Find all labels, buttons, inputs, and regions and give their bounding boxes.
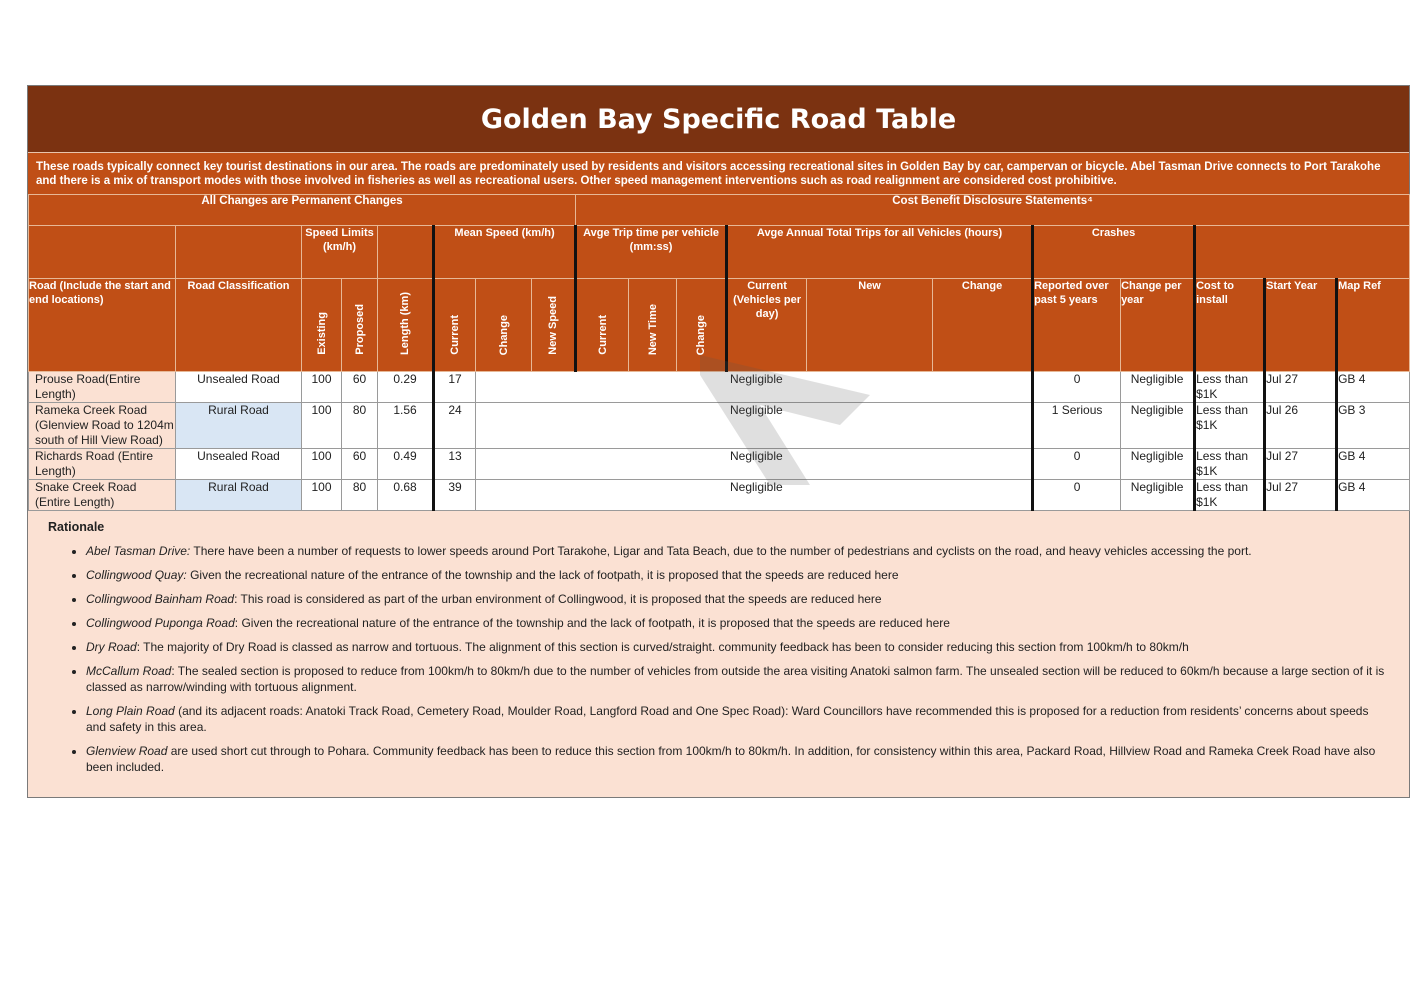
band-mean-speed: Mean Speed (km/h) xyxy=(434,226,576,279)
row-map-ref: GB 4 xyxy=(1337,372,1410,403)
col-proposed: Proposed xyxy=(342,279,378,372)
col-trip-new-time: New Time xyxy=(629,279,677,372)
row-crashes: 0 xyxy=(1033,449,1121,480)
col-crashes-reported: Reported over past 5 years xyxy=(1033,279,1121,372)
row-length: 0.49 xyxy=(378,449,434,480)
list-item: • Collingwood Quay: Given the recreational nature of the entrance of the township and the lack of footpath, it is proposed that the speeds are reduced here xyxy=(86,567,1391,583)
col-mean-current: Current xyxy=(434,279,476,372)
row-length: 0.68 xyxy=(378,480,434,511)
row-trips: Negligible xyxy=(476,449,1033,480)
row-existing: 100 xyxy=(302,449,342,480)
row-existing: 100 xyxy=(302,403,342,449)
road-table xyxy=(28,194,1410,511)
list-item: • Collingwood Puponga Road: Given the recreational nature of the entrance of the township and the lack of footpath, it is proposed that the speeds are reduced here xyxy=(86,615,1391,631)
road-table-sheet xyxy=(27,85,1410,798)
row-proposed: 60 xyxy=(342,449,378,480)
col-annual-current: Current (Vehicles per day) xyxy=(727,279,807,372)
row-map-ref: GB 4 xyxy=(1337,449,1410,480)
row-map-ref: GB 3 xyxy=(1337,403,1410,449)
row-trips: Negligible xyxy=(476,372,1033,403)
row-start-year: Jul 27 xyxy=(1265,449,1337,480)
row-map-ref: GB 4 xyxy=(1337,480,1410,511)
row-cost: Less than $1K xyxy=(1195,480,1265,511)
rationale-heading: Rationale xyxy=(48,520,105,534)
row-road: Prouse Road(Entire Length) xyxy=(29,372,176,403)
row-crash-change: Negligible xyxy=(1121,403,1195,449)
row-crash-change: Negligible xyxy=(1121,480,1195,511)
col-mean-change: Change xyxy=(476,279,532,372)
row-existing: 100 xyxy=(302,480,342,511)
row-road: Richards Road (Entire Length) xyxy=(29,449,176,480)
row-cost: Less than $1K xyxy=(1195,403,1265,449)
band-empty-road xyxy=(29,226,176,279)
list-item: • Glenview Road are used short cut through to Pohara. Community feedback has been to reduce this section from 100km/h to 80km/h. In addition, for consistency within this area, Packard Road, Hillview Road and Rameka Creek Road have also been included. xyxy=(86,743,1391,775)
band-empty-class xyxy=(176,226,302,279)
row-crash-change: Negligible xyxy=(1121,449,1195,480)
row-crashes: 0 xyxy=(1033,480,1121,511)
table-row xyxy=(29,372,1410,403)
band-header-row xyxy=(29,226,1410,279)
row-mean-current: 13 xyxy=(434,449,476,480)
group-header-row xyxy=(29,195,1410,226)
col-road: Road (Include the start and end locations) xyxy=(29,279,176,372)
row-trips: Negligible xyxy=(476,480,1033,511)
row-mean-current: 39 xyxy=(434,480,476,511)
row-start-year: Jul 27 xyxy=(1265,372,1337,403)
row-classification: Unsealed Road xyxy=(176,372,302,403)
band-crashes: Crashes xyxy=(1033,226,1195,279)
row-length: 1.56 xyxy=(378,403,434,449)
row-length: 0.29 xyxy=(378,372,434,403)
page-title: Golden Bay Specific Road Table xyxy=(28,86,1409,152)
col-mean-new-speed: New Speed xyxy=(532,279,576,372)
row-classification: Unsealed Road xyxy=(176,449,302,480)
row-proposed: 80 xyxy=(342,403,378,449)
table-row xyxy=(29,449,1410,480)
col-trip-current: Current xyxy=(576,279,629,372)
table-row xyxy=(29,403,1410,449)
group-cost-benefit: Cost Benefit Disclosure Statements⁴ xyxy=(576,195,1410,226)
row-cost: Less than $1K xyxy=(1195,372,1265,403)
col-start-year: Start Year xyxy=(1265,279,1337,372)
column-header-row xyxy=(29,279,1410,372)
rationale-list xyxy=(48,543,1391,775)
row-road: Rameka Creek Road (Glenview Road to 1204m south of Hill View Road) xyxy=(29,403,176,449)
row-start-year: Jul 26 xyxy=(1265,403,1337,449)
list-item: • Abel Tasman Drive: There have been a number of requests to lower speeds around Port Tarakohe, Ligar and Tata Beach, due to the number of pedestrians and cyclists on the road, and heavy vehicles accessing the port. xyxy=(86,543,1391,559)
row-crashes: 0 xyxy=(1033,372,1121,403)
row-classification: Rural Road xyxy=(176,403,302,449)
group-permanent-changes: All Changes are Permanent Changes xyxy=(29,195,576,226)
col-annual-change: Change xyxy=(933,279,1033,372)
col-trip-change: Change xyxy=(677,279,727,372)
row-existing: 100 xyxy=(302,372,342,403)
row-road: Snake Creek Road (Entire Length) xyxy=(29,480,176,511)
row-classification: Rural Road xyxy=(176,480,302,511)
row-trips: Negligible xyxy=(476,403,1033,449)
row-crashes: 1 Serious xyxy=(1033,403,1121,449)
row-proposed: 60 xyxy=(342,372,378,403)
list-item: • Collingwood Bainham Road: This road is considered as part of the urban environment of Collingwood, it is proposed that the speeds are reduced here xyxy=(86,591,1391,607)
band-trip-time: Avge Trip time per vehicle (mm:ss) xyxy=(576,226,727,279)
band-speed-limits: Speed Limits (km/h) xyxy=(302,226,378,279)
col-length: Length (km) xyxy=(378,279,434,372)
band-empty-right xyxy=(1195,226,1410,279)
row-mean-current: 17 xyxy=(434,372,476,403)
row-cost: Less than $1K xyxy=(1195,449,1265,480)
list-item: • Long Plain Road (and its adjacent roads: Anatoki Track Road, Cemetery Road, Moulder Road, Langford Road and One Spec Road): Ward Councillors have recommended this is proposed for a reduction from residents’ concerns about speeds and safety in this area. xyxy=(86,703,1391,735)
row-proposed: 80 xyxy=(342,480,378,511)
col-classification: Road Classification xyxy=(176,279,302,372)
rationale-section xyxy=(28,511,1409,797)
col-crashes-change: Change per year xyxy=(1121,279,1195,372)
row-mean-current: 24 xyxy=(434,403,476,449)
list-item: • Dry Road: The majority of Dry Road is classed as narrow and tortuous. The alignment of this section is curved/straight. community feedback has been to consider reducing this section from 100km/h to 80km/h xyxy=(86,639,1391,655)
col-cost: Cost to install xyxy=(1195,279,1265,372)
table-row xyxy=(29,480,1410,511)
row-start-year: Jul 27 xyxy=(1265,480,1337,511)
list-item: • McCallum Road: The sealed section is proposed to reduce from 100km/h to 80km/h due to the number of vehicles from outside the area visiting Anatoki salmon farm. The unsealed section will be reduced to 60km/h because a large section of it is classed as narrow/winding with tortuous alignment. xyxy=(86,663,1391,695)
col-annual-new: New xyxy=(807,279,933,372)
col-map-ref: Map Ref xyxy=(1337,279,1410,372)
col-existing: Existing xyxy=(302,279,342,372)
band-annual-trips: Avge Annual Total Trips for all Vehicles (hours) xyxy=(727,226,1033,279)
band-empty-length xyxy=(378,226,434,279)
row-crash-change: Negligible xyxy=(1121,372,1195,403)
intro-text: These roads typically connect key tourist destinations in our area. The roads are predominately used by residents and visitors accessing recreational sites in Golden Bay by car, campervan or bicycle. Abel Tasman Drive connects to Port Tarakohe and there is a mix of transport modes with those involved in fisheries as well as recreational users. Other speed management interventions such as road realignment are considered cost prohibitive. xyxy=(28,152,1409,194)
